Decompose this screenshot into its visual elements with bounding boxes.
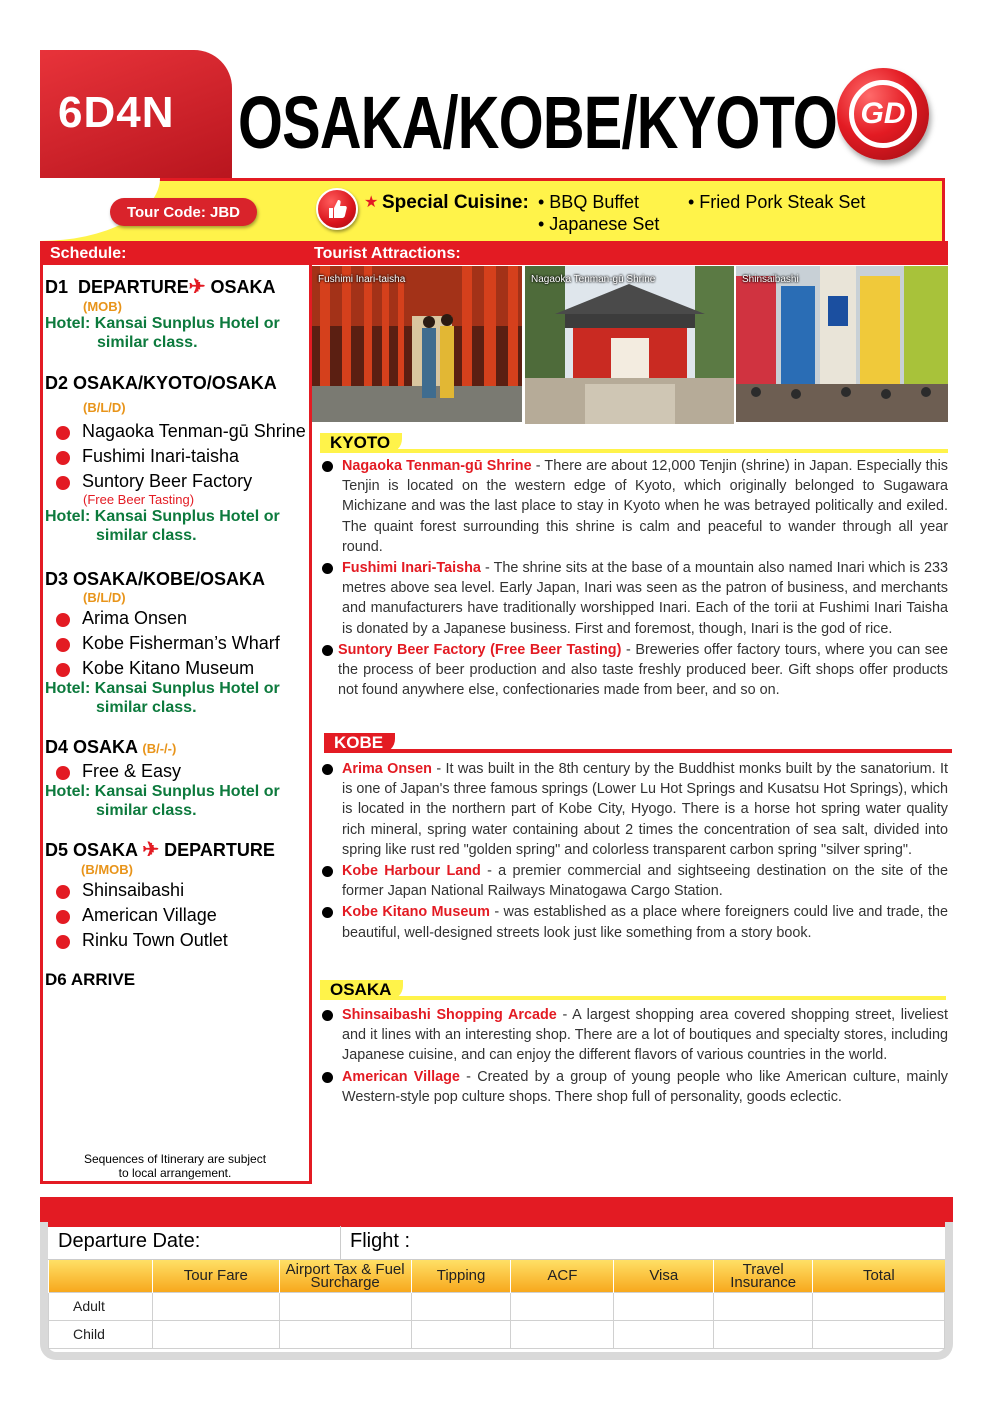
- thumbs-up-icon: [316, 188, 358, 230]
- kyoto-attractions: [318, 456, 948, 700]
- fare-cell: [279, 1320, 411, 1348]
- day-2-note: (Free Beer Tasting): [83, 492, 195, 507]
- fare-cell: [411, 1292, 511, 1320]
- plane-icon: ✈: [142, 839, 160, 861]
- kobe-heading: [324, 733, 952, 753]
- fare-col-header: Tour Fare: [152, 1260, 279, 1292]
- cuisine-item-japanese: • Japanese Set: [538, 214, 660, 234]
- day-4-item: Free & Easy: [45, 761, 310, 782]
- fare-table: [48, 1260, 945, 1349]
- fare-cell: [813, 1320, 945, 1348]
- attraction-name: Nagaoka Tenman-gū Shrine: [342, 458, 532, 474]
- day-2-item: Suntory Beer Factory: [45, 471, 310, 492]
- fare-col-header: Travel Insurance: [714, 1260, 813, 1292]
- day-1-num: D1: [45, 277, 69, 297]
- day-5: [45, 837, 310, 951]
- day-2-hotel: Hotel: Kansai Sunplus Hotel or: [45, 508, 280, 525]
- day-2-item: Nagaoka Tenman-gū Shrine: [45, 421, 310, 442]
- table-row: [49, 1320, 945, 1348]
- fare-cell: [511, 1320, 614, 1348]
- attraction-name: Fushimi Inari-Taisha: [342, 560, 481, 577]
- logo-text: GD: [860, 97, 906, 130]
- photo-label: Fushimi Inari-taisha: [318, 274, 406, 285]
- attraction-desc: - Created by a group of young people who like American culture, mainly Western-style pop culture shops. There shop full of personality, goods eclectic.: [342, 1068, 949, 1105]
- day-3-item: Kobe Kitano Museum: [45, 658, 310, 679]
- attraction-name: Arima Onsen: [342, 761, 432, 777]
- attraction-desc: - A largest shopping area covered shopping street, liveliest and it lines with an interesting shop. There are a lot of boutiques and specialty stores, including Japanese cuisine, and can enjoy the different flavors of various countries in the world.: [342, 1007, 948, 1064]
- day-1-from: DEPARTURE: [78, 277, 189, 297]
- photo-fushimi-inari: [312, 266, 522, 422]
- day-3: [45, 569, 310, 717]
- day-3-title: D3 OSAKA/KOBE/OSAKA: [45, 569, 266, 589]
- day-1-hotel: Hotel: Kansai Sunplus Hotel or: [45, 315, 280, 332]
- day-2-title: D2 OSAKA/KYOTO/OSAKA: [45, 373, 277, 393]
- attraction-desc: - It was built in the 8th century by the Buddhist monks built by the sanatorium. It is one of Japan's three famous springs (Lower Lu Hot Springs and Kusatsu Hot Springs), which is located in the northern part of Kobe City, Hyogo. There is a horse hot spring water quality rich mineral, spring water containing about 2 times the concentration of sea salt, divided into spring like rust red "golden spring" and colorless transparent carbon spring "silver spring".: [342, 761, 948, 858]
- fare-cell: [614, 1292, 714, 1320]
- plane-icon: ✈: [188, 276, 206, 298]
- departure-date-label: Departure Date:: [58, 1230, 201, 1252]
- day-6-title: D6 ARRIVE: [45, 970, 136, 989]
- day-4-hotel: Hotel: Kansai Sunplus Hotel or: [45, 783, 280, 800]
- attraction-name: Kobe Harbour Land: [342, 863, 481, 880]
- attraction-desc: - Breweries offer factory tours, where you can see the process of beer production and also taste freshly produced beer. Gift shops offer products not found anywhere else, confectionaries made from beer, and so on.: [338, 641, 948, 699]
- fare-cell: [813, 1292, 945, 1320]
- osaka-heading: [320, 980, 946, 1000]
- attraction-item: [318, 861, 948, 901]
- day-3-item: Kobe Fisherman’s Wharf: [45, 633, 310, 654]
- kyoto-heading-line: [320, 449, 948, 453]
- flight-label: Flight :: [350, 1230, 411, 1252]
- itinerary-note-line: Sequences of Itinerary are subject: [83, 1152, 267, 1166]
- kyoto-heading: [320, 433, 948, 453]
- fare-col-header: [49, 1260, 153, 1292]
- osaka-heading-line: [320, 996, 946, 1000]
- fare-header-row: [49, 1260, 945, 1292]
- cuisine-item-bbq: • BBQ Buffet: [538, 192, 640, 212]
- brand-logo: [837, 68, 929, 160]
- attraction-item: [318, 759, 948, 860]
- attraction-desc: - The shrine sits at the base of a mountain also named Inari which is 233 metres above sea level. Early Japan, Inari was seen as the patron of business, and merchants and manufacturers have traditionally worshipped Inari. Each of the torii at Fushimi Inari Taisha is donated by a Japanese business. First and foremost, though, Inari is the god of rice.: [342, 560, 948, 637]
- tour-code-badge: Tour Code: JBD: [110, 198, 257, 226]
- day-4-meal: (B/-/-): [142, 741, 177, 756]
- attraction-item: [318, 558, 948, 639]
- attraction-name: Shinsaibashi Shopping Arcade: [342, 1007, 557, 1023]
- day-4-hotel-class: similar class.: [96, 802, 197, 819]
- fare-cell: [411, 1320, 511, 1348]
- attraction-desc: - There are about 12,000 Tenjin (shrine) in Japan. Especially this Tenjin is located on the western edge of Kyoto, which originally belonged to Sugawara Michizane and was the last place to stay in Kyoto when he was betrayed politically and exiled. The quaint forest surrounding this shrine is calm and peaceful to wander through all year round.: [342, 458, 948, 555]
- departure-divider: [340, 1226, 341, 1260]
- attraction-desc: - a premier commercial and sightseeing destination on the site of the former Japan National Railways Minatogawa Cargo Station.: [342, 863, 948, 900]
- attraction-name: Kobe Kitano Museum: [342, 904, 490, 921]
- day-1-hotel-class: similar class.: [97, 334, 198, 351]
- fare-col-header: Airport Tax & Fuel Surcharge: [279, 1260, 411, 1292]
- day-1-meal: (MOB): [83, 299, 122, 314]
- photo-label: Nagaoka Tenman-gū Shrine: [531, 274, 656, 285]
- day-5-item: American Village: [45, 905, 310, 926]
- attraction-name: Suntory Beer Factory (Free Beer Tasting): [338, 641, 622, 658]
- star-icon: ★: [364, 194, 379, 211]
- duration-text: 6D4N: [58, 88, 175, 137]
- attraction-item: [318, 1005, 948, 1066]
- day-5-meal: (B/MOB): [81, 862, 133, 877]
- fare-cell: [614, 1320, 714, 1348]
- day-5-item: Shinsaibashi: [45, 880, 310, 901]
- table-row: [49, 1292, 945, 1320]
- cuisine-item-pork: • Fried Pork Steak Set: [688, 192, 866, 212]
- day-3-item: Arima Onsen: [45, 608, 310, 629]
- day-4-title: D4 OSAKA: [45, 737, 138, 757]
- itinerary-note: [60, 1152, 290, 1180]
- day-2: [45, 373, 310, 545]
- attraction-item: [318, 1067, 948, 1107]
- fare-cell: [152, 1292, 279, 1320]
- attraction-name: American Village: [342, 1068, 460, 1085]
- fare-col-header: ACF: [511, 1260, 614, 1292]
- day-6: [45, 970, 310, 990]
- day-5-to: DEPARTURE: [164, 840, 275, 860]
- day-1-to: OSAKA: [210, 277, 276, 297]
- day-2-item: Fushimi Inari-taisha: [45, 446, 310, 467]
- fare-cell: [279, 1292, 411, 1320]
- day-5-item: Rinku Town Outlet: [45, 930, 310, 951]
- kyoto-heading-text: KYOTO: [320, 433, 402, 453]
- day-5-num: D5: [45, 840, 69, 860]
- day-1: [45, 274, 310, 352]
- kobe-heading-line: [324, 749, 952, 753]
- fare-col-header: Total: [813, 1260, 945, 1292]
- cuisine-label: Special Cuisine:: [382, 192, 529, 213]
- photo-shinsaibashi: [736, 266, 948, 422]
- attractions-label: Tourist Attractions:: [314, 245, 461, 262]
- attraction-item: [318, 456, 948, 557]
- page-title: OSAKA/KOBE/KYOTO: [238, 81, 837, 164]
- attraction-item: [318, 902, 948, 942]
- kobe-attractions: [318, 759, 948, 943]
- day-2-meal: (B/L/D): [83, 400, 126, 415]
- fare-cell: [714, 1292, 813, 1320]
- attraction-item: [318, 640, 948, 701]
- day-5-from: OSAKA: [73, 840, 138, 860]
- photo-nagaoka-shrine: [525, 266, 734, 424]
- day-3-hotel: Hotel: Kansai Sunplus Hotel or: [45, 680, 280, 697]
- day-3-hotel-class: similar class.: [96, 699, 197, 716]
- photo-label: Shinsaibashi: [742, 274, 799, 285]
- fare-col-header: Tipping: [411, 1260, 511, 1292]
- day-2-hotel-class: similar class.: [96, 527, 197, 544]
- day-4: [45, 737, 310, 820]
- fare-cell: [714, 1320, 813, 1348]
- fare-cell: [152, 1320, 279, 1348]
- day-3-meal: (B/L/D): [83, 590, 126, 605]
- schedule-label: Schedule:: [50, 245, 127, 262]
- fare-cell: [511, 1292, 614, 1320]
- itinerary-note-line: to local arrangement.: [118, 1166, 232, 1180]
- fare-col-header: Visa: [614, 1260, 714, 1292]
- kobe-heading-text: KOBE: [324, 733, 395, 753]
- osaka-heading-text: OSAKA: [320, 980, 403, 1000]
- osaka-attractions: [318, 1005, 948, 1107]
- attraction-desc: - was established as a place where foreigners could live and trade, the beautiful, well-designed streets look just like something from a story book.: [342, 904, 948, 941]
- fare-row-label: Child: [49, 1320, 153, 1348]
- fare-row-label: Adult: [49, 1292, 153, 1320]
